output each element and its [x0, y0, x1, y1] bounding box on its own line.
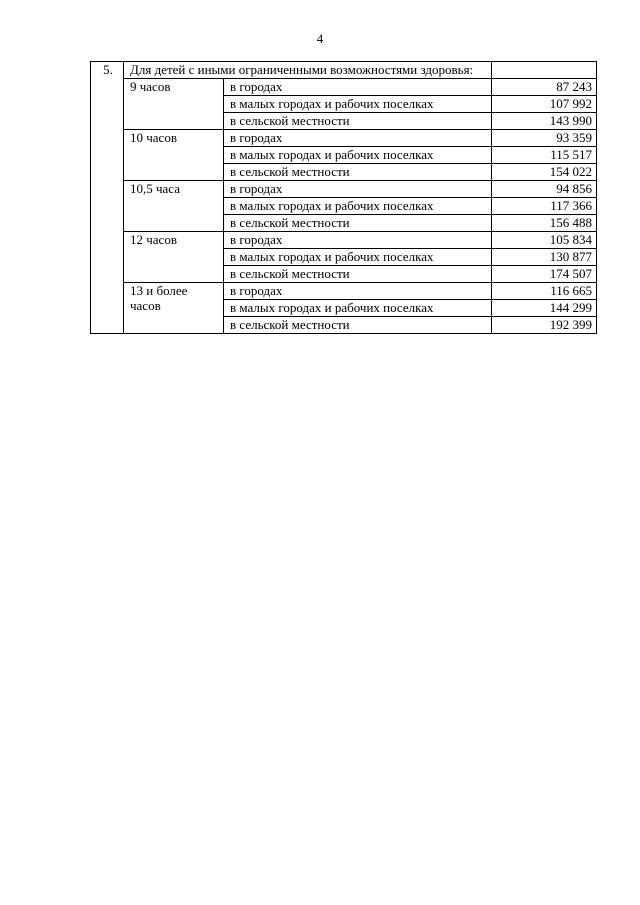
value-cell: 130 877	[492, 249, 597, 266]
location-cell: в сельской местности	[224, 317, 492, 334]
value-cell: 93 359	[492, 130, 597, 147]
table-row	[91, 232, 597, 249]
duration-cell: 13 и более часов	[124, 283, 224, 334]
table-header-row	[91, 62, 597, 79]
value-cell: 115 517	[492, 147, 597, 164]
location-cell: в городах	[224, 181, 492, 198]
location-cell: в сельской местности	[224, 113, 492, 130]
value-cell: 94 856	[492, 181, 597, 198]
header-value-cell	[492, 62, 597, 79]
table-row	[91, 283, 597, 300]
location-cell: в городах	[224, 79, 492, 96]
location-cell: в городах	[224, 232, 492, 249]
tariff-table	[90, 61, 597, 334]
location-cell: в малых городах и рабочих поселках	[224, 198, 492, 215]
duration-cell: 10 часов	[124, 130, 224, 181]
row-number: 5.	[91, 62, 124, 334]
value-cell: 143 990	[492, 113, 597, 130]
value-cell: 156 488	[492, 215, 597, 232]
location-cell: в малых городах и рабочих поселках	[224, 249, 492, 266]
duration-cell: 10,5 часа	[124, 181, 224, 232]
value-cell: 107 992	[492, 96, 597, 113]
value-cell: 105 834	[492, 232, 597, 249]
location-cell: в малых городах и рабочих поселках	[224, 96, 492, 113]
section-header: Для детей с иными ограниченными возможностями здоровья:	[124, 62, 492, 79]
page-number: 4	[316, 31, 324, 46]
location-cell: в городах	[224, 283, 492, 300]
value-cell: 144 299	[492, 300, 597, 317]
location-cell: в сельской местности	[224, 164, 492, 181]
location-cell: в городах	[224, 130, 492, 147]
value-cell: 116 665	[492, 283, 597, 300]
value-cell: 174 507	[492, 266, 597, 283]
value-cell: 87 243	[492, 79, 597, 96]
value-cell: 117 366	[492, 198, 597, 215]
location-cell: в малых городах и рабочих поселках	[224, 147, 492, 164]
table-row	[91, 181, 597, 198]
location-cell: в сельской местности	[224, 266, 492, 283]
tariff-table-body	[91, 62, 597, 334]
duration-cell: 12 часов	[124, 232, 224, 283]
value-cell: 192 399	[492, 317, 597, 334]
location-cell: в сельской местности	[224, 215, 492, 232]
table-row	[91, 130, 597, 147]
duration-cell: 9 часов	[124, 79, 224, 130]
value-cell: 154 022	[492, 164, 597, 181]
table-row	[91, 79, 597, 96]
location-cell: в малых городах и рабочих поселках	[224, 300, 492, 317]
